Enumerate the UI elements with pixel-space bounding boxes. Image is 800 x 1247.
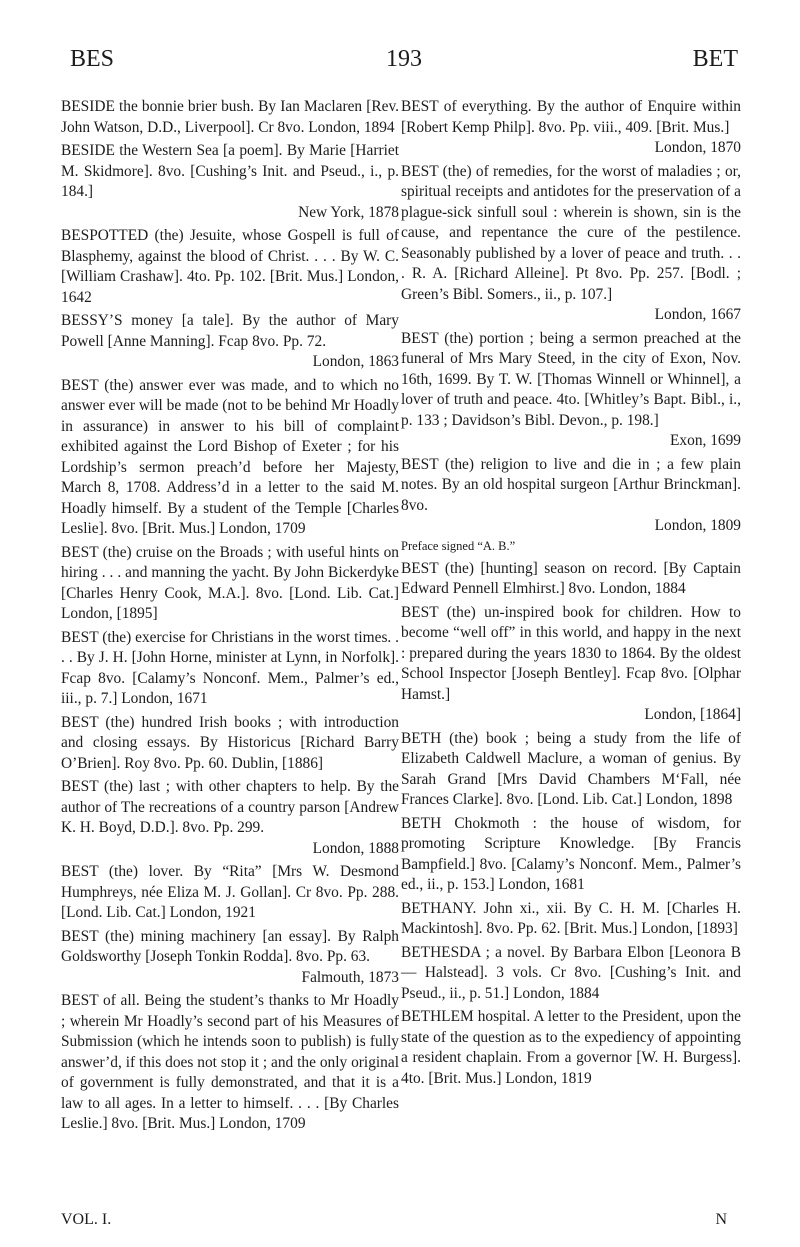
bibliography-entry: [401, 814, 741, 896]
right-column: [401, 97, 741, 1092]
entry-imprint: London, 1667: [654, 306, 741, 323]
entry-imprint: London, [1864]: [644, 706, 741, 723]
bibliography-entry: [401, 899, 741, 940]
entry-text: BEST (the) lover. By “Rita” [Mrs W. Desmond Humphreys, née Eliza M. J. Gollan]. Cr 8vo. Pp. 288. [Lond. Lib. Cat.] London, 1921: [61, 863, 399, 921]
entry-text: BEST (the) cruise on the Broads ; with useful hints on hiring . . . and manning the yacht. By John Bickerdyke [Charles Henry Cook, M.A.]. 8vo. [Lond. Lib. Cat.] London, [1895]: [61, 543, 399, 622]
bibliography-entry: [61, 97, 399, 138]
entry-text: BETHLEM hospital. A letter to the President, upon the state of the question as to the expediency of appointing a resident chaplain. From a governor [W. H. Burgess]. 4to. [Brit. Mus.] London, 1819: [401, 1008, 741, 1087]
entry-text: BEST (the) mining machinery [an essay]. By Ralph Goldsworthy [Joseph Tonkin Rodda]. 8vo. Pp. 63.: [61, 927, 399, 965]
bibliography-entry: [401, 97, 741, 159]
signature-mark: N: [715, 1211, 727, 1228]
entry-text: Preface signed “A. B.”: [401, 538, 516, 553]
entry-text: BESSY’S money [a tale]. By the author of Mary Powell [Anne Manning]. Fcap 8vo. Pp. 72.: [61, 312, 399, 350]
volume-label: VOL. I.: [61, 1211, 112, 1228]
bibliography-entry: [61, 628, 399, 710]
bibliography-entry: [401, 162, 741, 326]
entry-text: BETHANY. John xi., xii. By C. H. M. [Charles H. Mackintosh]. 8vo. Pp. 62. [Brit. Mus.] London, [1893]: [401, 899, 741, 937]
entry-imprint: New York, 1878: [298, 203, 399, 221]
entry-imprint: Falmouth, 1873: [301, 968, 399, 986]
bibliography-entry: [61, 543, 399, 625]
bibliography-entry: [61, 376, 399, 540]
header-left-guide-word: BES: [70, 46, 115, 72]
entry-text: BEST (the) answer ever was made, and to which no answer ever will be made (not to be behind Mr Hoadly in assurance) in answer to his bill of complaint exhibited against the Lord Bishop of Exeter ; for his Lordship’s sermon preach’d before her Majesty, March 8, 1708. Address’d in a letter to the said M. Hoadly himself. By a student of the Temple [Charles Leslie]. 8vo. [Brit. Mus.] London, 1709: [61, 376, 399, 537]
entry-text: BEST (the) exercise for Christians in the worst times. . . . By J. H. [John Horne, minister at Lynn, in Norfolk]. Fcap 8vo. [Calamy’s Nonconf. Mem., Palmer’s ed., iii., p. 7.] London, 1671: [61, 628, 399, 707]
bibliography-entry: [61, 311, 399, 373]
bibliography-entry: [61, 713, 399, 775]
entry-text: BETHESDA ; a novel. By Barbara Elbon [Leonora B— Halstead]. 3 vols. Cr 8vo. [Cushing’s Init. and Pseud., ii., p. 51.] London, 1884: [401, 943, 741, 1002]
entry-text: BEST (the) religion to live and die in ; a few plain notes. By an old hospital surgeon [Arthur Brinckman]. 8vo.: [401, 455, 741, 514]
bibliography-entry: [401, 455, 741, 537]
entry-imprint: London, 1809: [654, 517, 741, 534]
entry-text: BEST of all. Being the student’s thanks to Mr Hoadly ; wherein Mr Hoadly’s second part of his Measures of Submission (which he intends soon to publish) is fully answer’d, if this does not stop it ; and the only original of government is fully demonstrated, and that it is a law to all ages. In a letter to himself. . . . [By Charles Leslie.] 8vo. [Brit. Mus.] London, 1709: [61, 992, 399, 1132]
entry-text: BETH Chokmoth : the house of wisdom, for promoting Scripture Knowledge. [By Francis Bampfield.] 8vo. [Calamy’s Nonconf. Mem., Palmer’s ed., ii., p. 153.] London, 1681: [401, 814, 741, 893]
header-right-guide-word: BET: [692, 46, 738, 72]
bibliography-entry: [61, 777, 399, 859]
entry-text: BETH (the) book ; being a study from the life of Elizabeth Caldwell Maclure, a woman of genius. By Sarah Grand [Mrs David Chambers M‘Fall, née Frances Clarke]. 8vo. [Lond. Lib. Cat.] London, 1898: [401, 729, 741, 808]
entry-text: BESPOTTED (the) Jesuite, whose Gospell is full of Blasphemy, against the blood of Christ. . . . By W. C. [William Crashaw]. 4to. Pp. 102. [Brit. Mus.] London, 1642: [61, 227, 399, 306]
entry-text: BEST (the) portion ; being a sermon preached at the funeral of Mrs Mary Steed, in the city of Exon, Nov. 16th, 1699. By T. W. [Thomas Winnell or Whinnel], a lover of truth and peace. 4to. [Whitley’s Bapt. Bibl., i., p. 133 ; Davidson’s Bibl. Devon., p. 198.]: [401, 329, 741, 429]
entry-imprint: London, 1863: [312, 353, 399, 370]
bibliography-entry: [401, 329, 741, 452]
bibliography-entry: [401, 729, 741, 811]
entry-text: BESIDE the bonnie brier bush. By Ian Maclaren [Rev. John Watson, D.D., Liverpool]. Cr 8vo. London, 1894: [61, 98, 399, 136]
page-number: 193: [386, 46, 422, 72]
left-column: [61, 97, 399, 1138]
entry-imprint: Exon, 1699: [670, 432, 741, 449]
bibliography-entry: [401, 1007, 741, 1089]
entry-imprint: London, 1888: [312, 839, 399, 857]
bibliography-entry: [61, 141, 399, 223]
bibliography-entry: [61, 226, 399, 308]
entry-text: BEST of everything. By the author of Enquire within [Robert Kemp Philp]. 8vo. Pp. viii., 409. [Brit. Mus.]: [401, 98, 741, 136]
entry-imprint: London, 1870: [654, 139, 741, 156]
entry-note: [401, 538, 741, 555]
bibliography-entry: [61, 927, 399, 989]
entry-text: BEST (the) un-inspired book for children. How to become “well off” in this world, and happy in the next : prepared during the years 1830 to 1864. By the oldest School Inspector [Joseph Bentley]. Fcap 8vo. [Olphar Hamst.]: [401, 603, 741, 703]
page-footer: [61, 1211, 741, 1235]
entry-text: BESIDE the Western Sea [a poem]. By Marie [Harriet M. Skidmore]. 8vo. [Cushing’s Init. and Pseud., i., p. 184.]: [61, 142, 399, 200]
entry-text: BEST (the) hundred Irish books ; with introduction and closing essays. By Historicus [Richard Barry O’Brien]. Roy 8vo. Pp. 60. Dublin, [1886]: [61, 713, 399, 772]
entry-text: BEST (the) last ; with other chapters to help. By the author of The recreations of a country parson [Andrew K. H. Boyd, D.D.]. 8vo. Pp. 299.: [61, 778, 399, 836]
bibliography-entry: [401, 559, 741, 600]
running-header: [70, 44, 738, 74]
bibliography-entry: [401, 943, 741, 1005]
bibliography-entry: [61, 991, 399, 1135]
entry-text: BEST (the) [hunting] season on record. [By Captain Edward Pennell Elmhirst.] 8vo. London, 1884: [401, 559, 741, 597]
bibliography-entry: [61, 862, 399, 924]
bibliography-entry: [401, 603, 741, 726]
entry-text: BEST (the) of remedies, for the worst of maladies ; or, spiritual receipts and antidotes for the preservation of a plague-sick sinfull soul : wherein is shown, sin is the cause, and repentance the cure of the pestilence. Seasonably published by a lover of peace and truth. . . . R. A. [Richard Alleine]. Pt 8vo. Pp. 257. [Bodl. ; Green’s Bibl. Somers., ii., p. 107.]: [401, 162, 741, 303]
